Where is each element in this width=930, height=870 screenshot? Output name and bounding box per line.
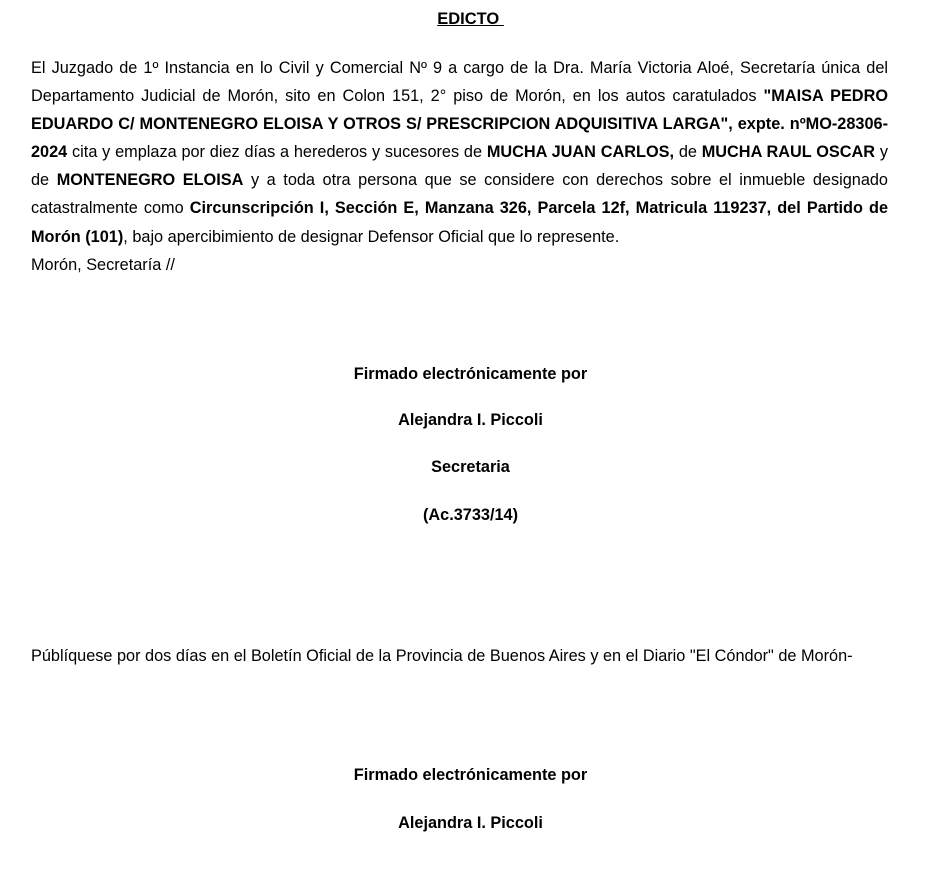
- signature-2-signed-by: Firmado electrónicamente por: [353, 766, 588, 784]
- heir-name-3: MONTENEGRO ELOISA: [56, 171, 244, 190]
- case-caption: "MAISA PEDRO EDUARDO C/ MONTENEGRO ELOISA Y OTROS S/ PRESCRIPCION ADQUISITIVA LARGA", expte. nºMO-28306-2024: [31, 87, 888, 162]
- signature-1-role: Secretaria: [431, 458, 510, 476]
- signature-1-name: Alejandra I. Piccoli: [398, 411, 543, 429]
- body-text-4: y de: [31, 143, 888, 190]
- body-closing: Morón, Secretaría //: [31, 255, 175, 274]
- body-text-1: El Juzgado de 1º Instancia en lo Civil y Comercial Nº 9 a cargo de la Dra. María Victoria Aloé, Secretaría única del Departamento Judicial de Morón, sito en Colon 151, 2° piso de Morón, en los autos caratulados: [31, 59, 888, 106]
- heir-name-2: MUCHA RAUL OSCAR: [701, 143, 876, 162]
- signature-1-signed-by: Firmado electrónicamente por: [353, 365, 588, 383]
- heir-name-1: MUCHA JUAN CARLOS,: [486, 143, 675, 162]
- body-text-3: de: [674, 143, 702, 162]
- edict-body: [31, 54, 888, 279]
- body-text-5: y a toda otra persona que se considere con derechos sobre el inmueble designado catastralmente como: [31, 171, 888, 218]
- publication-notice: Públíquese por dos días en el Boletín Oficial de la Provincia de Buenos Aires y en el Diario "El Cóndor" de Morón-: [31, 647, 853, 665]
- property-designation: Circunscripción I, Sección E, Manzana 326, Parcela 12f, Matricula 119237, del Partido de Morón (101): [31, 199, 888, 246]
- signature-1-reference: (Ac.3733/14): [422, 506, 519, 524]
- document-title: EDICTO: [437, 10, 504, 28]
- body-text-6: , bajo apercibimiento de designar Defensor Oficial que lo represente.: [123, 227, 620, 246]
- body-text-2: cita y emplaza por diez días a herederos y sucesores de: [67, 143, 487, 162]
- signature-2-name: Alejandra I. Piccoli: [398, 814, 543, 832]
